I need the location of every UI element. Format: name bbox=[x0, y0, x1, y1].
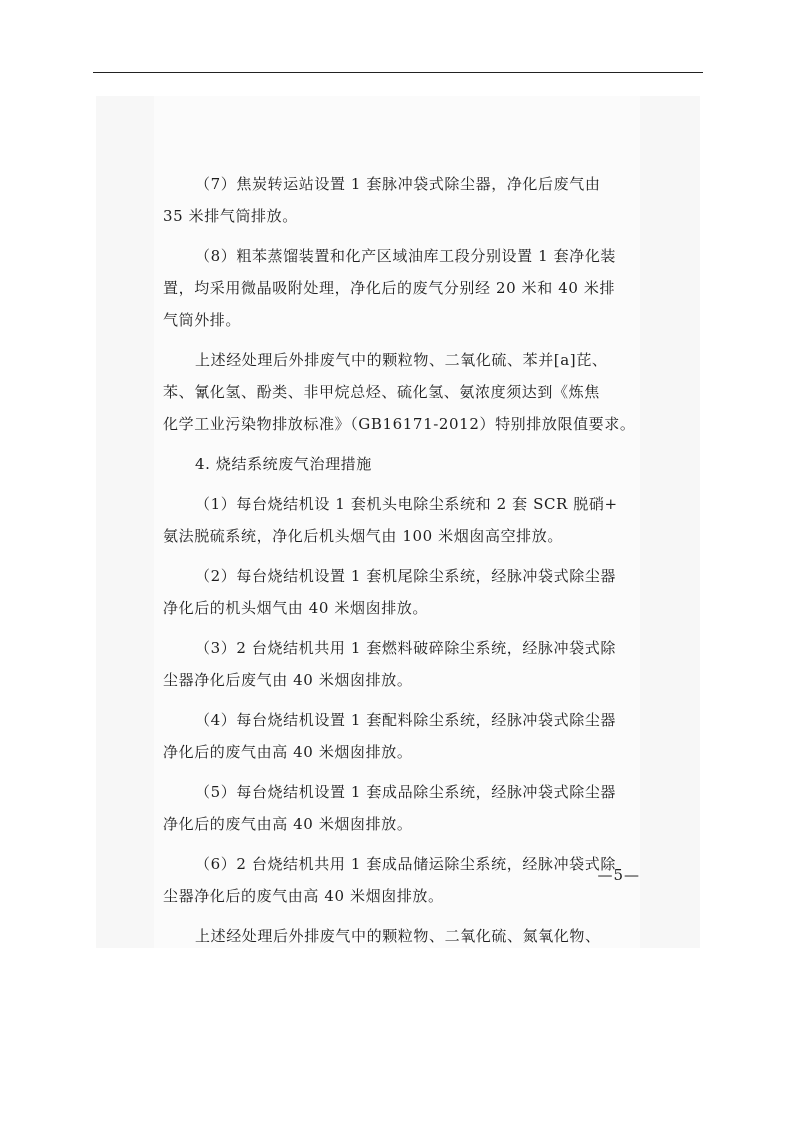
text-line: 置，均采用微晶吸附处理，净化后的废气分别经 20 米和 40 米排 bbox=[163, 279, 616, 297]
text-line: 上述经处理后外排废气中的颗粒物、二氧化硫、氮氧化物、 bbox=[195, 927, 601, 945]
text-line: 尘器净化后废气由 40 米烟囱排放。 bbox=[163, 671, 413, 689]
page-number: —5— bbox=[597, 866, 640, 884]
text-line: 气筒外排。 bbox=[163, 311, 242, 329]
text-line: （8）粗苯蒸馏装置和化产区域油库工段分别设置 1 套净化装 bbox=[195, 247, 617, 265]
paragraph-sintering-3 bbox=[163, 632, 631, 696]
paragraph-sintering-5 bbox=[163, 776, 631, 840]
paragraph-coking-standard bbox=[163, 344, 636, 440]
paragraph-sintering-standard bbox=[163, 920, 631, 952]
text-line: 苯、氰化氢、酚类、非甲烷总烃、硫化氢、氨浓度须达到《炼焦 bbox=[163, 383, 600, 401]
section-heading-sintering bbox=[163, 448, 631, 480]
text-line: 净化后的废气由高 40 米烟囱排放。 bbox=[163, 743, 413, 761]
text-line: （3）2 台烧结机共用 1 套燃料破碎除尘系统，经脉冲袋式除 bbox=[195, 639, 616, 657]
paragraph-sintering-1 bbox=[163, 488, 631, 552]
document-body bbox=[163, 168, 636, 960]
text-line: （5）每台烧结机设置 1 套成品除尘系统，经脉冲袋式除尘器 bbox=[195, 783, 617, 801]
paragraph-sintering-2 bbox=[163, 560, 631, 624]
text-line: （1）每台烧结机设 1 套机头电除尘系统和 2 套 SCR 脱硝+ bbox=[195, 495, 618, 513]
text-line: （4）每台烧结机设置 1 套配料除尘系统，经脉冲袋式除尘器 bbox=[195, 711, 617, 729]
heading-line: 4. 烧结系统废气治理措施 bbox=[195, 455, 372, 473]
paragraph-item-8 bbox=[163, 240, 631, 336]
header-rule bbox=[93, 72, 703, 73]
text-line: 化学工业污染物排放标准》（GB16171-2012）特别排放限值要求。 bbox=[163, 415, 636, 433]
text-line: （6）2 台烧结机共用 1 套成品储运除尘系统，经脉冲袋式除 bbox=[195, 855, 616, 873]
text-line: 35 米排气筒排放。 bbox=[163, 207, 298, 225]
paragraph-item-7 bbox=[163, 168, 631, 232]
text-line: 净化后的机头烟气由 40 米烟囱排放。 bbox=[163, 599, 429, 617]
text-line: 净化后的废气由高 40 米烟囱排放。 bbox=[163, 815, 413, 833]
text-line: （2）每台烧结机设置 1 套机尾除尘系统，经脉冲袋式除尘器 bbox=[195, 567, 617, 585]
text-line: 氨法脱硫系统，净化后机头烟气由 100 米烟囱高空排放。 bbox=[163, 527, 563, 545]
text-line: （7）焦炭转运站设置 1 套脉冲袋式除尘器，净化后废气由 bbox=[195, 175, 601, 193]
text-line: 上述经处理后外排废气中的颗粒物、二氧化硫、苯并[a]芘、 bbox=[195, 351, 608, 369]
text-line: 尘器净化后的废气由高 40 米烟囱排放。 bbox=[163, 887, 444, 905]
paragraph-sintering-4 bbox=[163, 704, 631, 768]
